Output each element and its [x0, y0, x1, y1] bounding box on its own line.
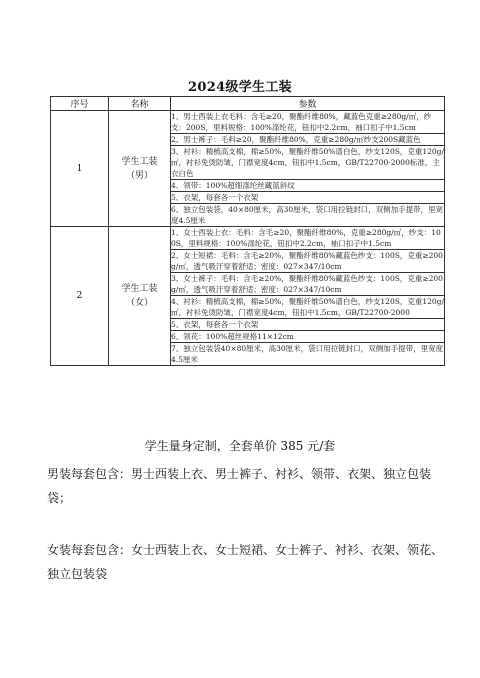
table-row: [51, 111, 445, 134]
param-cell: 1、女士西装上衣：毛料：含毛≥20，聚酯纤维80%，克重≥280g/㎡，纱支：100S，里料规格：100%涤纶花，钮扣中2.2cm，袖口扣子中1.5cm: [171, 227, 445, 250]
param-cell: 5、衣架，每套各一个衣架: [171, 319, 445, 331]
row-number: 2: [51, 227, 109, 366]
table-row: [51, 227, 445, 250]
header-number: 序号: [51, 97, 109, 111]
price-line: 学生量身定制，全套单价 385 元/套: [144, 439, 336, 453]
param-cell: 3、衬衫：精梳高支棉，棉≥50%，聚酯纤维50%谱白色，纱支120S，克重120g/㎡，衬衫免烫防皱，门襟宽度4cm，钮扣中1.5cm，GB/T22700-2000标准，主衣白色: [171, 147, 444, 178]
param-cell: 7、独立包装袋40×80厘米，高30厘米，袋口用拉链封口，双侧加手提带，里宽度4.5厘米: [171, 344, 444, 364]
param-cell: 2、女士短裙：毛料：含毛≥20%，聚酯纤维80%藏蓝色纱支：100S，克重≥200g/㎡，透气吸汗穿着舒适；密度：027×347/10cm: [171, 251, 443, 271]
table-header-row: [51, 97, 445, 111]
param-cell: 1、男士西装上衣毛料：含毛≥20，聚酯纤维80%，藏蓝色克重≥280g/㎡，纱支：200S，里料规格：100%涤纶花，钮扣中2.2cm，袖口扣子中1.5cm: [171, 111, 445, 134]
param-cell: 4、领带：100%超细涤纶丝藏蓝斜纹: [171, 180, 445, 192]
header-params: 参数: [171, 97, 445, 111]
param-cell: 3、女士裤子：毛料：含毛≥20%，聚酯纤维80%藏蓝色纱支：100S，克重≥200g/㎡，透气吸汗穿着舒适；密度：027×347/10cm: [171, 274, 443, 294]
page-title: 2024级学生工装: [188, 80, 292, 95]
item-name-line2: （男）: [125, 170, 153, 181]
item-name-line1: 学生工装: [121, 284, 158, 294]
param-cell: 5、衣架，每套各一个衣架: [171, 192, 445, 204]
item-name-line2: （女）: [125, 298, 153, 308]
param-cell: 2、男士裤子：毛料≥20，聚酯纤维80%，克重≥280g/㎡纱支200S藏蓝色: [171, 134, 445, 146]
row-number: 1: [51, 111, 109, 227]
male-set-contents: 男装每套包含：男士西装上衣、男士裤子、衬衫、领带、衣架、独立包装袋；: [47, 467, 432, 505]
item-name: [109, 111, 171, 227]
param-cell: 6、独立包装袋，40×80厘米，高30厘米，袋口用拉链封口，双侧加手提带，里宽度4.5厘米: [171, 205, 444, 225]
param-cell: 6、领花：100%超丝规格11×12cm: [171, 331, 445, 343]
item-name-line1: 学生工装: [121, 156, 158, 167]
header-name: 名称: [109, 97, 171, 111]
item-name: [109, 227, 171, 366]
female-set-contents: 女装每套包含：女士西装上衣、女士短裙、女士裤子、衬衫、衣架、领花、独立包装袋: [47, 543, 444, 581]
param-cell: 4、衬衫：精梳高支棉，棉≥50%，聚酯纤维50%谱白色，纱支120S，克重120g/㎡，衬衫免烫防皱，门襟宽度4cm，钮扣中1.5cm，GB/T22700-2000: [171, 297, 444, 317]
spec-table: [50, 96, 445, 366]
